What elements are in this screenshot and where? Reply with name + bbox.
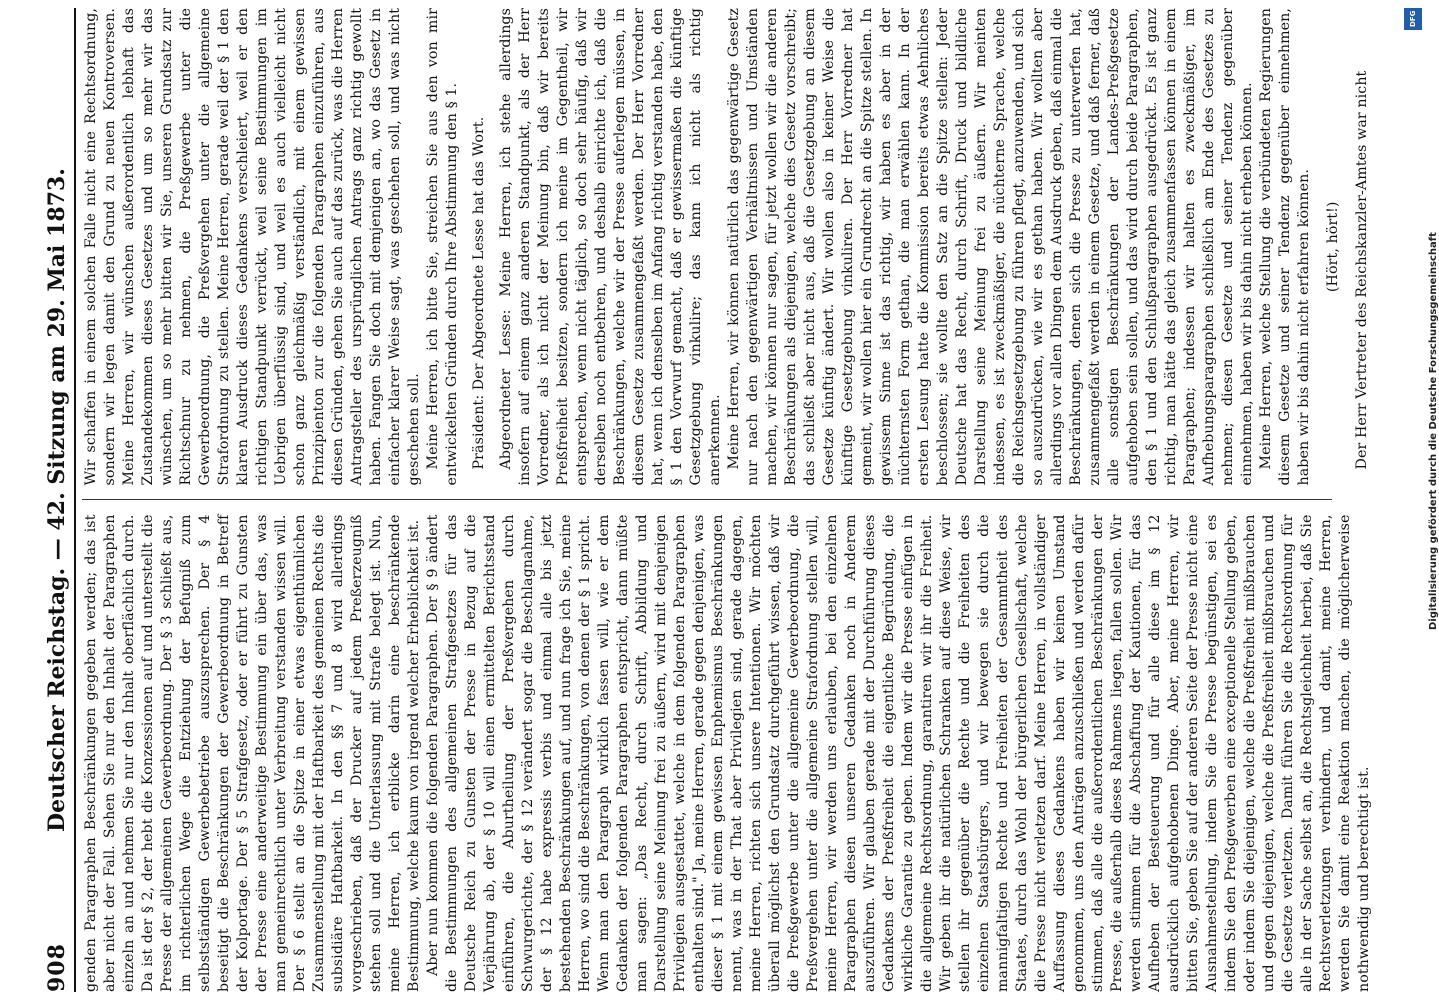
column-right bbox=[82, 8, 1370, 486]
interjection: (Hört, hört!) bbox=[1325, 201, 1341, 293]
credit-text: Digitalisierung gefördert durch die Deutsche Forschungsgemeinschaft bbox=[1428, 232, 1439, 630]
paragraph: genden Paragraphen Beschränkungen gegeben werden; das ist aber nicht der Fall. Sehen Sie nur den Inhalt der Paragraphen einzeln an und nehmen Sie nur den Inhalt oberflächlich durch. Da ist der § 2, der hebt die Konzessionen auf und unterstellt die Presse der allgemeinen Gewerbeordnung. Der § 3 schließt aus, im richterlichen Wege die Entziehung der Befugniß zum selbstständigen Gewerbebetriebe auszusprechen. Der § 4 beseitigt die Beschränkungen der Gewerbeordnung in Betreff der Kolportage. Der § 5 Strafgesetz, oder er führt zu Gunsten der Presse eine anderweitige Bestimmung ein über das, was man gemeinrechtlich unter Verbreitung verstanden wissen will. Der § 6 stellt an die Spitze in einer etwas eigenthümlichen Zusammenstellung mit der Haftbarkeit des gemeinen Rechts die subsidiäre Haftbarkeit. In den §§ 7 und 8 wird allerdings vorgeschrieben, daß der Drucker auf jedem Preßerzeugniß stehen soll und die Unterlassung mit Strafe belegt ist. Nun, meine Herren, ich erblicke darin eine beschränkende Bestimmung, welche kaum von irgend welcher Erheblichkeit ist. bbox=[83, 514, 422, 992]
page-header bbox=[40, 8, 76, 992]
document-page bbox=[40, 0, 1372, 1000]
paragraph: Aber nun kommen die folgenden Paragraphen. Der § 9 ändert die Bestimmungen des allgemeinen Strafgesetzes für das Deutsche Reich zu Gunsten der Presse in Bezug auf die Verjährung ab, der § 10 will einen ermittelten Berichtsstand einführen, die Aburtheilung der Preßvergehen durch Schwurgerichte, der § 12 verändert sogar die Beschlagnahme, der § 12 habe expressis verbis und einmal alle bis jetzt bestehenden Beschränkungen auf, und nun frage ich Sie, meine Herren, wo sind die Beschränkungen, von denen der § 1 spricht. Wenn man den Paragraph wirklich fassen will, wie er dem Gedanken der folgenden Paragraphen entspricht, dann müßte man sagen: „Das Recht, durch Schrift, Abbildung und Darstellung seine Meinung frei zu äußern, wird mit denjenigen Privilegien ausgestattet, welche in dem folgenden Paragraphen enthalten sind." Ja, meine Herren, gerade gegen denjenigen, was dieser § 1 mit einem gewissen Enphemismus Beschränkungen nennt, was in der That aber Privilegien sind, gerade dagegen, meine Herren, richten sich unsere Intentionen. Wir möchten überall möglichst den Grundsatz durchgeführt wissen, daß wir die Preßgewerbe unter die allgemeine Gewerbeordnung, die Preßvergehen unter die allgemeine Strafordnung stellen will, meine Herren, wir werden uns erlauben, bei den einzelnen Paragraphen diesen unseren Gedanken noch in Anderem auszuführen. Wir glauben gerade mit der Durchführung dieses Gedankens der Preßfreiheit die eigentliche Begründung, die wirkliche Garantie zu geben. Indem wir die Presse einfügen in die allgemeine Rechtsordnung, garantiren wir ihr die Freiheit. Wir geben ihr die natürlichen Schranken auf diese Weise, wir stellen ihr gegenüber die Rechte und die Freiheiten des einzelnen Staatsbürgers, und wir bewegen sie durch die mannigfaltigen Rechte und Freiheiten der Gesammtheit des Staates, durch das Wohl der bürgerlichen Gesellschaft, welche die Presse nicht verletzen darf. Meine Herren, in vollständiger Auffassung dieses Gedankens haben wir keinen Umstand genommen, uns den Anträgen anzuschließen und werden dafür stimmen, daß alle die außerordentlichen Beschränkungen der Presse, die außerhalb dieses Rahmens liegen, fallen sollen. Wir werden stimmen für die Abschaffung der Kautionen, für das Aufheben der Besteuerung und für alle diese im § 12 ausdrücklich aufgehobenen Dinge. Aber, meine Herren, wir bitten Sie, geben Sie auf der anderen Seite der Presse nicht eine Ausnahmestellung, indem Sie die Presse begünstigen, sei es indem Sie den Preßgewerben eine exceptionelle Stellung geben, oder indem Sie diejenigen, welche die Preßfreiheit mißbrauchen und gegen diejenigen, welche die Preßfreiheit mißbrauchen und die Gesetze verletzen. Damit führen Sie die Rechtsordnung für alle in der Sache selbst an, die Rechtsgleichheit herbei, daß Sie Rechtsverletzungen verhindern, und damit, meine Herren, werden Sie damit eine Reaktion machen, die möglicherweise nothwendig und berechtigt ist. bbox=[425, 514, 1372, 992]
running-title: Deutscher Reichstag. — 42. Sitzung am 29. Mai 1873. bbox=[44, 168, 70, 832]
paragraph: Meine Herren, wir können natürlich das gegenwärtige Gesetz nur nach den gegenwärtigen Verhältnissen und Umständen machen, wir können nur sagen, für jetzt wollen wir die anderen Beschränkungen als diejenigen, welche dies Gesetz vorschreibt; das schließt aber nicht aus, daß die Gesetzgebung an diesem Gesetze künftig ändert. Wir wollen also in keiner Weise die künftige Gesetzgebung vinkuliren. Der Herr Vorredner hat gemeint, wir wollen hier ein Grundrecht an die Spitze stellen. In gewissem Sinne ist das richtig, wir haben es aber in der nüchternsten Form gethan, die man erwählen kann. In der ersten Lesung hatte die Kommission bereits etwas Aehnliches beschlossen; sie wollte den Satz an die Spitze stellen: Jeder Deutsche hat das Recht, durch Schrift, Druck und bildliche Darstellung seine Meinung frei zu äußern. Wir meinten indessen, es ist zweckmäßiger, die nüchterne Sprache, welche die Reichsgesetzgebung zu führen pflegt, anzuwenden, und sich so auszudrücken, wie wir es gethan haben. Wir wollten aber allerdings vor allen Dingen dem Ausdruck geben, daß einmal die Beschränkungen, denen sich die Presse zu unterwerfen hat, zusammengefaßt werden in einem Gesetze, und daß ferner, daß alle sonstigen Beschränkungen der Landes-Preßgesetze aufgehoben sein sollen, und das wird durch beide Paragraphen, den § 1 und den Schlußparagraphen ausgedrückt. Es ist ganz richtig, man hätte das gleich zusammenfassen können in einem Paragraphen; indessen wir halten es zweckmäßiger, im Aufhebungsparagraphen schließlich am Ende des Gesetzes zu nehmen; diesen Gesetze und seiner Tendenz gegenüber einnehmen, haben wir bis dahin nicht erheben können. bbox=[726, 8, 1255, 486]
paragraph: Der Herr Vertreter des Reichskanzler-Amtes war nicht bbox=[1354, 70, 1370, 470]
page-number: 908 bbox=[44, 943, 70, 992]
paragraph: Meine Herren, ich bitte Sie, streichen Sie aus den von mir entwickelten Gründen durch Ihre Abstimmung den § 1. bbox=[425, 8, 460, 486]
digitization-credit bbox=[1398, 0, 1439, 1000]
column-divider bbox=[82, 500, 1332, 501]
paragraph: Wir schaffen in einem solchen Falle nicht eine Rechtsordnung, sondern wir legen damit den Grund zu neuen Kontroversen. Meine Herren, wir wünschen außerordentlich lebhaft das Zustandekommen dieses Gesetzes und um so mehr wir das wünschen, um so mehr bitten wir Sie, unseren Grundsatz zur Richtschnur zu nehmen, die Preßgewerbe unter die Gewerbeordnung, die Preßvergehen unter die allgemeine Strafordnung zu stellen. Meine Herren, gerade weil der § 1 den klaren Ausdruck dieses Gedankens verschleiert, weil er den richtigen Standpunkt verrückt, weil seine Bestimmungen im Uebrigen überflüssig sind, und weil es auch vielleicht nicht schon ganz gleichmäßig verständlich, mit einem gewissen Prinzipienton zur die folgenden Paragraphen einzuführen, aus diesen Gründen, gehen Sie auch auf das zurück, was die Herren Antragsteller des ursprünglichen Antrags ganz richtig gewollt haben. Fangen Sie doch mit demjenigen an, wo das Gesetz in einfacher klarer Weise sagt, was geschehen soll, und was nicht geschehen soll. bbox=[83, 8, 422, 486]
paragraph: Abgeordneter Lesse: Meine Herren, ich stehe allerdings insofern auf einem ganz anderen Standpunkt, als der Herr Vorredner, als ich nicht der Meinung bin, daß wir bereits Preßfreiheit besitzen, sondern ich meine im Gegentheil, wir entsprechen, wenn nicht täglich, so doch sehr häufig, daß wir derselben noch entbehren, und deshalb einrichte ich, daß die Beschränkungen, welche wir der Presse auferlegen müssen, in diesem Gesetze zusammengefaßt werden. Der Herr Vorredner hat, wenn ich denselben im Anfang richtig verstanden habe, den § 1 den Vorwurf gemacht, daß er gewissermaßen die künftige Gesetzgebung vinkulire; das kann ich nicht als richtig anerkennen. bbox=[498, 8, 723, 486]
text-columns bbox=[82, 8, 1372, 992]
dfg-logo-icon: DFG bbox=[1404, 8, 1422, 30]
paragraph: Meine Herren, welche Stellung die verbündeten Regierungen diesem Gesetze und seiner Tendenz gegenüber einnehmen, haben wir bis dahin nicht erfahren können. bbox=[1258, 8, 1312, 486]
column-left bbox=[82, 514, 1372, 993]
president-line: Präsident: Der Abgeordnete Lesse hat das Wort. bbox=[471, 116, 487, 470]
